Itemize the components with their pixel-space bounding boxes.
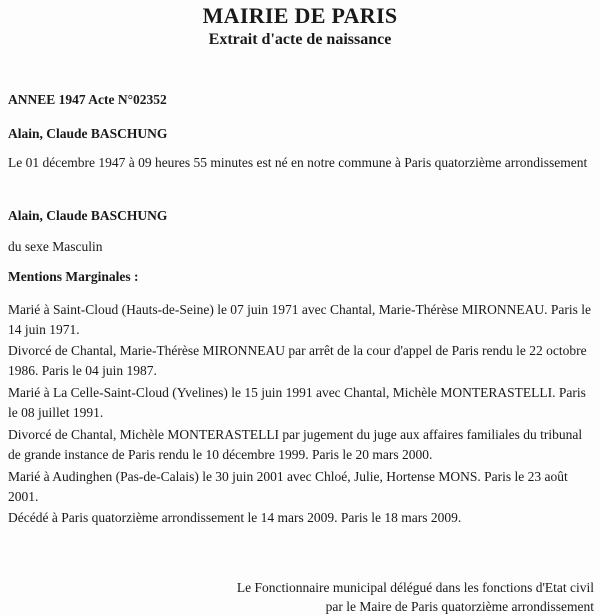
mention-item [8, 300, 593, 340]
person-name-repeat: Alain, Claude BASCHUNG [8, 208, 168, 223]
act-year-number: ANNEE 1947 Acte N°02352 [8, 92, 167, 107]
mention-item [8, 508, 593, 528]
mention-item [8, 383, 593, 423]
mention-text: Divorcé de Chantal, Michèle MONTERASTELLI par jugement du juge aux affaires familiales du tribunal de grande instance de Paris rendu le 10 décembre 1999. Paris le 20 mars 2000. [8, 427, 583, 462]
mention-text: Marié à Saint-Cloud (Hauts-de-Seine) le 07 juin 1971 avec Chantal, Marie-Thérèse MIRONNEAU. Paris le 14 juin 1971. [8, 302, 591, 337]
mention-item [8, 341, 593, 381]
mention-text: Marié à La Celle-Saint-Cloud (Yvelines) le 15 juin 1991 avec Chantal, Michèle MONTERASTELLI. Paris le 08 juillet 1991. [8, 385, 586, 420]
document-header [0, 2, 600, 50]
signature-line-1: Le Fonctionnaire municipal délégué dans les fonctions d'Etat civil [236, 580, 594, 595]
mentions-heading: Mentions Marginales : [8, 269, 139, 284]
sex-statement: du sexe Masculin [8, 239, 103, 254]
signature-line-2: par le Maire de Paris quatorzième arrondissement [325, 599, 594, 614]
mention-text: Décédé à Paris quatorzième arrondissement le 14 mars 2009. Paris le 18 mars 2009. [8, 510, 462, 525]
signature-block [174, 578, 594, 616]
document-subtitle: Extrait d'acte de naissance [208, 31, 392, 48]
mention-text: Marié à Audinghen (Pas-de-Calais) le 30 juin 2001 avec Chloé, Julie, Hortense MONS. Paris le 23 août 2001. [8, 469, 568, 504]
mention-item [8, 425, 593, 465]
mention-text: Divorcé de Chantal, Marie-Thérèse MIRONNEAU par arrêt de la cour d'appel de Paris rendu le 22 octobre 1986. Paris le 04 juin 1987. [8, 343, 587, 378]
birth-statement: Le 01 décembre 1947 à 09 heures 55 minutes est né en notre commune à Paris quatorzième arrondissement [8, 155, 588, 170]
person-name: Alain, Claude BASCHUNG [8, 126, 168, 141]
document-title: MAIRIE DE PARIS [202, 3, 398, 28]
mention-item [8, 467, 593, 507]
